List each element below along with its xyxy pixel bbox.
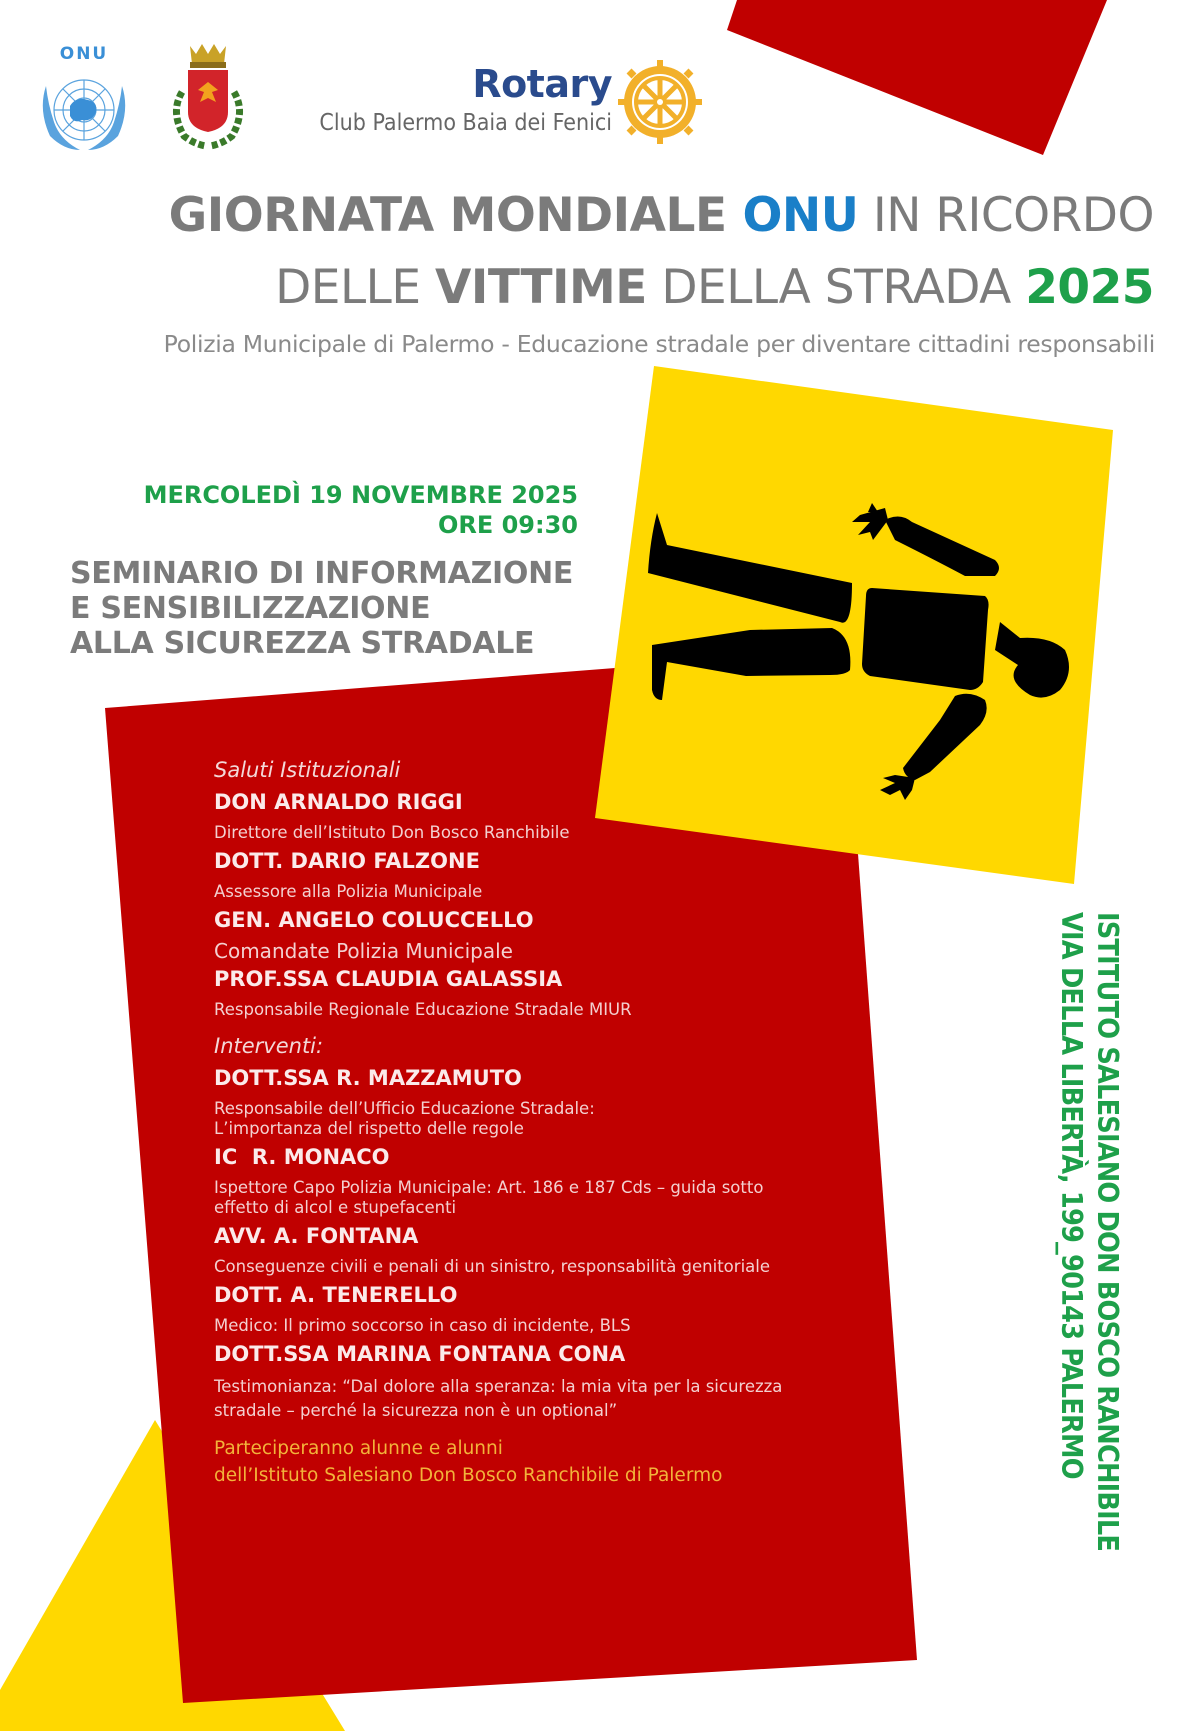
speaker-item (214, 967, 854, 1020)
subtitle: Polizia Municipale di Palermo - Educazione stradale per diventare cittadini responsabili (163, 330, 1155, 358)
venue-address (1053, 912, 1125, 1551)
title-onu: ONU (742, 188, 859, 243)
seminar-line: SEMINARIO DI INFORMAZIONE (70, 556, 574, 591)
venue-name: ISTITUTO SALESIANO DON BOSCO RANCHIBILE (1091, 912, 1124, 1552)
title-text: GIORNATA MONDIALE (168, 188, 743, 243)
speaker-role: Responsabile Regionale Educazione Stradale MIUR (214, 1000, 632, 1019)
speaker-item (214, 1066, 854, 1139)
speaker-role (214, 1375, 854, 1423)
palermo-coat-of-arms (160, 42, 255, 154)
title-text: DELLE (275, 260, 435, 315)
speaker-item (214, 1224, 854, 1277)
rotary-wheel-icon (616, 58, 704, 146)
speaker-name: PROF.SSA CLAUDIA GALASSIA (214, 967, 563, 991)
event-title (169, 180, 1154, 324)
rotary-wordmark: Rotary (472, 62, 612, 106)
onu-logo (34, 44, 134, 156)
title-vittime: VITTIME (434, 260, 647, 315)
speaker-item (214, 790, 854, 843)
speaker-role: Direttore dell’Istituto Don Bosco Ranchibile (214, 823, 570, 842)
un-emblem-icon (34, 66, 134, 156)
title-text: DELLA STRADA (646, 260, 1026, 315)
speaker-role (214, 1178, 854, 1218)
speaker-name: AVV. A. FONTANA (214, 1224, 419, 1248)
speaker-item (214, 1342, 854, 1423)
greetings-label: Saluti Istituzionali (214, 758, 401, 782)
seminar-line: E SENSIBILIZZAZIONE (70, 591, 431, 626)
venue-street: VIA DELLA LIBERTÀ, 199_90143 PALERMO (1055, 912, 1088, 1479)
role-line: stradale – perché la sicurezza non è un optional” (214, 1401, 618, 1420)
title-year: 2025 (1025, 260, 1154, 315)
red-shape-top-right (727, 0, 1107, 155)
role-line: Conseguenze civili e penali di un sinistro, responsabilità genitoriale (214, 1257, 770, 1276)
speaker-item (214, 1145, 854, 1218)
speaker-name: DON ARNALDO RIGGI (214, 790, 463, 814)
seminar-title (70, 556, 573, 661)
speaker-name: DOTT. DARIO FALZONE (214, 849, 480, 873)
speaker-name: DOTT.SSA MARINA FONTANA CONA (214, 1342, 626, 1366)
speaker-role (214, 1099, 854, 1139)
role-line: Responsabile dell’Ufficio Educazione Stradale: (214, 1099, 595, 1118)
role-line: L’importanza del rispetto delle regole (214, 1119, 524, 1138)
title-text: IN RICORDO (858, 188, 1154, 243)
program (214, 758, 854, 1489)
event-datetime (60, 480, 578, 540)
role-line: effetto di alcol e stupefacenti (214, 1198, 457, 1217)
speaker-item (214, 908, 854, 961)
participants-note (214, 1435, 854, 1489)
seminar-line: ALLA SICUREZZA STRADALE (70, 626, 535, 661)
event-time: ORE 09:30 (437, 511, 578, 539)
speaker-name: GEN. ANGELO COLUCCELLO (214, 908, 534, 932)
participants-line: Parteciperanno alunne e alunni (214, 1438, 503, 1459)
speaker-role: Comandate Polizia Municipale (214, 939, 513, 963)
speaker-name: IC R. MONACO (214, 1145, 390, 1169)
role-line: Medico: Il primo soccorso in caso di incidente, BLS (214, 1316, 631, 1335)
speaker-role: Assessore alla Polizia Municipale (214, 882, 483, 901)
rotary-club-name: Club Palermo Baia dei Fenici (319, 110, 612, 136)
speaker-name: DOTT. A. TENERELLO (214, 1283, 458, 1307)
talks-label: Interventi: (214, 1034, 324, 1058)
rotary-logo (280, 58, 710, 148)
event-date: MERCOLEDÌ 19 NOVEMBRE 2025 (143, 481, 578, 509)
speaker-role (214, 1316, 854, 1336)
onu-label: ONU (59, 44, 109, 64)
title-line-2 (169, 252, 1154, 324)
role-line: Ispettore Capo Polizia Municipale: Art. 186 e 187 Cds – guida sotto (214, 1178, 764, 1197)
palermo-coat-of-arms-icon (160, 42, 255, 154)
title-line-1 (169, 180, 1154, 252)
speaker-role (214, 1257, 854, 1277)
speaker-item (214, 1283, 854, 1336)
participants-line: dell’Istituto Salesiano Don Bosco Ranchibile di Palermo (214, 1465, 723, 1486)
speaker-item (214, 849, 854, 902)
role-line: Testimonianza: “Dal dolore alla speranza: la mia vita per la sicurezza (214, 1377, 783, 1396)
speaker-name: DOTT.SSA R. MAZZAMUTO (214, 1066, 522, 1090)
